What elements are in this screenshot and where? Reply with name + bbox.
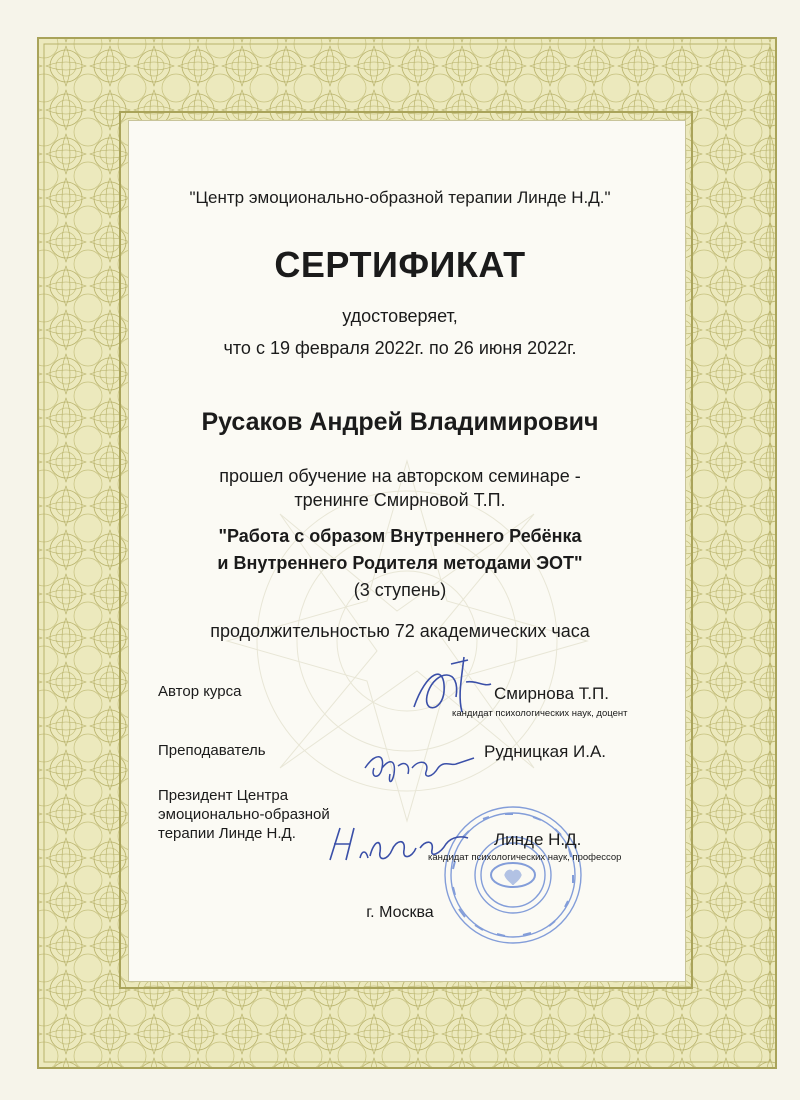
- signatory-role-author: Автор курса: [158, 683, 242, 700]
- certificate-title: СЕРТИФИКАТ: [274, 244, 526, 285]
- city-location: г. Москва: [366, 904, 434, 921]
- signatory-name-smirnova: Смирнова Т.П.: [494, 684, 609, 703]
- role-line: эмоционально-образной: [158, 806, 330, 823]
- signatory-credentials-smirnova: кандидат психологических наук, доцент: [452, 708, 628, 719]
- training-description-line1: прошел обучение на авторском семинаре -: [219, 466, 581, 486]
- signatory-name-rudnitskaya: Рудницкая И.А.: [484, 742, 607, 761]
- training-description-line2: тренинге Смирновой Т.П.: [294, 490, 506, 510]
- course-level: (3 ступень): [353, 580, 447, 600]
- course-title-line2: и Внутреннего Родителя методами ЭОТ": [217, 553, 583, 573]
- role-line: терапии Линде Н.Д.: [158, 825, 296, 842]
- certifies-text: удостоверяет,: [342, 306, 458, 326]
- organization-name: "Центр эмоционально-образной терапии Линде Н.Д.": [189, 188, 611, 207]
- course-duration: продолжительностью 72 академических часа: [210, 621, 590, 641]
- training-period: что с 19 февраля 2022г. по 26 июня 2022г.: [223, 338, 577, 358]
- course-title-line1: "Работа с образом Внутреннего Ребёнка: [218, 526, 582, 546]
- signatory-role-president: [158, 786, 330, 843]
- signature-rudnitskaya: [360, 738, 480, 798]
- signatory-role-teacher: Преподаватель: [158, 742, 266, 759]
- signatory-credentials-linde: кандидат психологических наук, профессор: [428, 852, 622, 863]
- recipient-name: Русаков Андрей Владимирович: [201, 408, 599, 436]
- role-line: Президент Центра: [158, 787, 289, 804]
- signatory-name-linde: Линде Н.Д.: [494, 830, 582, 849]
